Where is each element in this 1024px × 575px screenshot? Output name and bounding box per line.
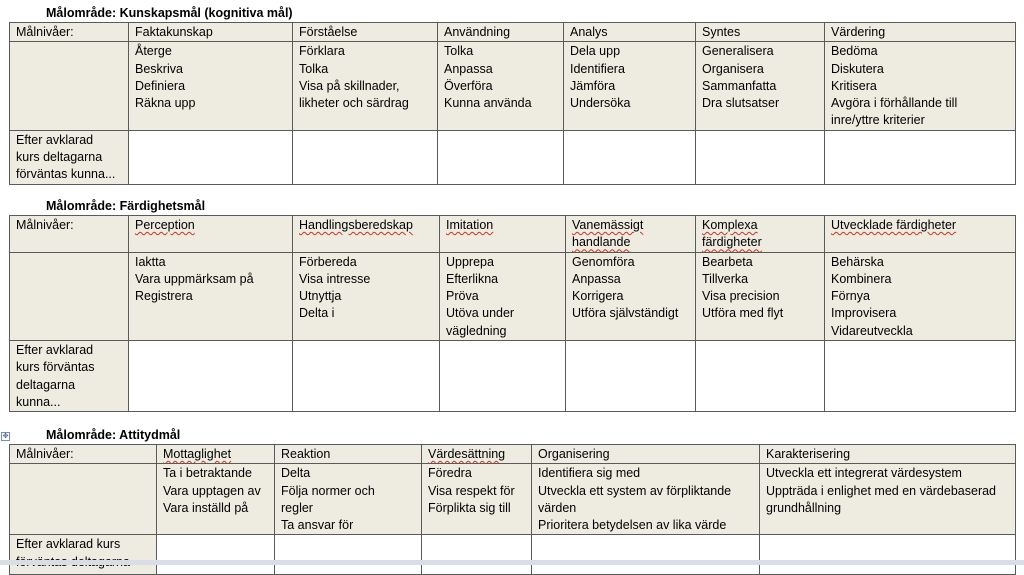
knowledge-goals-table	[9, 22, 1016, 185]
verb-list: Dela upp Identifiera Jämföra Undersöka	[564, 42, 696, 130]
level-header: Användning	[438, 23, 564, 42]
verb-list: Förbereda Visa intresse Utnyttja Delta i	[293, 252, 440, 340]
level-header: Perception	[129, 216, 293, 253]
verb-list: Generalisera Organisera Sammanfatta Dra slutsatser	[696, 42, 825, 130]
level-header: Imitation	[440, 216, 566, 253]
level-header: Karakterisering	[760, 445, 1016, 464]
level-header: Syntes	[696, 23, 825, 42]
outcome-input-cell[interactable]	[129, 130, 293, 184]
level-header: Reaktion	[275, 445, 422, 464]
verb-list: Delta Följa normer och regler Ta ansvar för	[275, 464, 422, 535]
verb-list: Identifiera sig med Utveckla ett system av förpliktande värden Prioritera betydelsen av lika värde	[532, 464, 760, 535]
level-header: Förståelse	[293, 23, 438, 42]
expected-outcome-label: Efter avklarad kurs deltagarna förväntas kunna...	[10, 130, 129, 184]
outcome-input-cell[interactable]	[532, 535, 760, 575]
level-header: Mottaglighet	[157, 445, 275, 464]
verb-list: Bearbeta Tillverka Visa precision Utföra med flyt	[696, 252, 825, 340]
verb-list: Återge Beskriva Definiera Räkna upp	[129, 42, 293, 130]
outcome-input-cell[interactable]	[422, 535, 532, 575]
verb-list: Genomföra Anpassa Korrigera Utföra självständigt	[566, 252, 696, 340]
verb-list: Tolka Anpassa Överföra Kunna använda	[438, 42, 564, 130]
outcome-input-cell[interactable]	[275, 535, 422, 575]
levels-label: Målnivåer:	[10, 23, 129, 42]
level-header: Utvecklade färdigheter	[825, 216, 1016, 253]
level-header: Faktakunskap	[129, 23, 293, 42]
outcome-input-cell[interactable]	[564, 130, 696, 184]
outcome-input-cell[interactable]	[696, 341, 825, 412]
verb-list: Föredra Visa respekt för Förplikta sig till	[422, 464, 532, 535]
outcome-input-cell[interactable]	[760, 535, 1016, 575]
skills-goals-table	[9, 215, 1016, 412]
expected-outcome-label: Efter avklarad kurs	[10, 535, 157, 575]
levels-label: Målnivåer:	[10, 445, 157, 464]
empty-cell	[10, 464, 157, 535]
outcome-input-cell[interactable]	[129, 341, 293, 412]
table-move-handle-icon[interactable]: ✥	[2, 433, 9, 440]
level-header: Komplexa färdigheter	[696, 216, 825, 253]
outcome-input-cell[interactable]	[293, 130, 438, 184]
level-header: Vanemässigt handlande	[566, 216, 696, 253]
outcome-input-cell[interactable]	[825, 130, 1016, 184]
outcome-input-cell[interactable]	[825, 341, 1016, 412]
level-header: Värdering	[825, 23, 1016, 42]
section-heading-knowledge: Målområde: Kunskapsmål (kognitiva mål)	[46, 6, 293, 20]
verb-list: Upprepa Efterlikna Pröva Utöva under vägledning	[440, 252, 566, 340]
verb-list: Utveckla ett integrerat värdesystem Uppträda i enlighet med en värdebaserad grundhållning	[760, 464, 1016, 535]
outcome-input-cell[interactable]	[566, 341, 696, 412]
verb-list: Iaktta Vara uppmärksam på Registrera	[129, 252, 293, 340]
empty-cell	[10, 252, 129, 340]
attitude-goals-table	[9, 444, 1016, 575]
level-header: Värdesättning	[422, 445, 532, 464]
expected-outcome-label: Efter avklarad kurs förväntas deltagarna kunna...	[10, 341, 129, 412]
outcome-input-cell[interactable]	[157, 535, 275, 575]
outcome-input-cell[interactable]	[440, 341, 566, 412]
verb-list: Behärska Kombinera Förnya Improvisera Vidareutveckla	[825, 252, 1016, 340]
outcome-input-cell[interactable]	[438, 130, 564, 184]
outcome-input-cell[interactable]	[293, 341, 440, 412]
level-header: Organisering	[532, 445, 760, 464]
outcome-input-cell[interactable]	[696, 130, 825, 184]
level-header: Handlingsberedskap	[293, 216, 440, 253]
section-heading-skills: Målområde: Färdighetsmål	[46, 199, 206, 213]
window-bottom-edge	[0, 560, 1024, 565]
verb-list: Förklara Tolka Visa på skillnader, likheter och särdrag	[293, 42, 438, 130]
section-heading-attitude: Målområde: Attitydmål	[46, 428, 181, 442]
levels-label: Målnivåer:	[10, 216, 129, 253]
level-header: Analys	[564, 23, 696, 42]
verb-list: Ta i betraktande Vara upptagen av Vara inställd på	[157, 464, 275, 535]
empty-cell	[10, 42, 129, 130]
verb-list: Bedöma Diskutera Kritisera Avgöra i förhållande till inre/yttre kriterier	[825, 42, 1016, 130]
